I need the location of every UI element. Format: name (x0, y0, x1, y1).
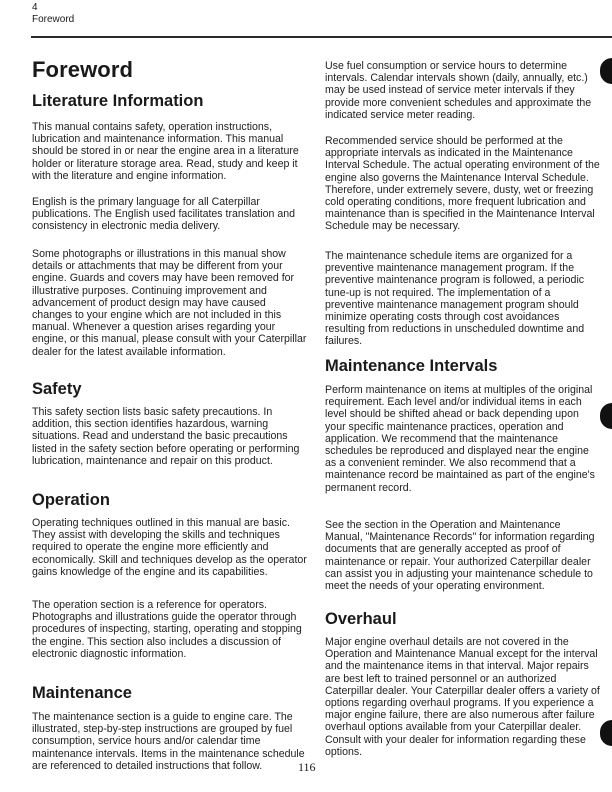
paragraph: This manual contains safety, operation instructions, lubrication and maintenance information. This manual should be stored in or near the engine area in a literature holder or literature storage area. Read, study and keep it with the literature and engine information. (32, 121, 299, 182)
page-title: Foreword (32, 57, 134, 82)
paragraph: Recommended service should be performed at the appropriate intervals as indicated in the Maintenance Interval Schedule. The actual operating environment of the engine also governs the Maintenance Interval Schedule. Therefore, under extremely severe, dusty, wet or freezing cold operating conditions, more frequent lubrication and maintenance than is specified in the Maintenance Interval Schedule may be necessary. (325, 135, 600, 233)
thumb-tab-marker-icon (600, 403, 612, 429)
paragraph: Perform maintenance on items at multiples of the original requirement. Each level and/or individual items in each level should be shifted ahead or back depending upon your specific maintenance practices, operation and application. We recommend that the maintenance schedules be reproduced and displayed near the engine as a convenient reminder. We also recommend that a maintenance record be maintained as part of the engine's permanent record. (325, 384, 595, 494)
paragraph: The operation section is a reference for operators. Photographs and illustrations guide the operator through procedures of inspecting, starting, operating and stopping the engine. This section also includes a discussion of electronic diagnostic information. (32, 599, 302, 660)
paragraph: The maintenance section is a guide to engine care. The illustrated, step-by-step instructions are grouped by fuel consumption, service hours and/or calendar time maintenance intervals. Items in the maintenance schedule are referenced to detailed instructions that follow. (32, 711, 305, 772)
paragraph: Operating techniques outlined in this manual are basic. They assist with developing the skills and techniques required to operate the engine more efficiently and economically. Skill and techniques develop as the operator gains knowledge of the engine and its capabilities. (32, 517, 307, 578)
paragraph: This safety section lists basic safety precautions. In addition, this section identifies hazardous, warning situations. Read and understand the basic precautions listed in the safety section before operating or performing lubrication, maintenance and repair on this product. (32, 406, 300, 467)
section-heading-maintenance: Maintenance (32, 684, 132, 702)
section-heading-overhaul: Overhaul (325, 610, 397, 628)
header-rule (31, 36, 612, 38)
paragraph: Use fuel consumption or service hours to determine intervals. Calendar intervals shown (daily, annually, etc.) may be used instead of service meter intervals if they provide more convenient schedules and approximate the indicated service meter reading. (325, 60, 592, 121)
section-heading-literature-information: Literature Information (32, 92, 204, 110)
section-heading-maintenance-intervals: Maintenance Intervals (325, 357, 498, 375)
paragraph: English is the primary language for all Caterpillar publications. The English used facilitates translation and consistency in electronic media delivery. (32, 196, 296, 233)
header-page-number: 4 (32, 2, 38, 13)
scan-page-number: 116 (298, 760, 316, 774)
section-heading-safety: Safety (32, 380, 82, 398)
running-header (32, 2, 74, 26)
paragraph: Major engine overhaul details are not covered in the Operation and Maintenance Manual except for the interval and the maintenance items in that interval. Major repairs are best left to trained personnel or an authorized Caterpillar dealer. Your Caterpillar dealer offers a variety of options regarding overhaul programs. If you experience a major engine failure, there are also numerous after failure overhaul options available from your Caterpillar dealer. Consult with your dealer for information regarding these options. (325, 636, 600, 758)
header-running-title: Foreword (32, 14, 75, 25)
thumb-tab-marker-icon (600, 720, 612, 746)
paragraph: The maintenance schedule items are organized for a preventive maintenance management program. If the preventive maintenance program is followed, a periodic tune-up is not required. The implementation of a preventive maintenance management program should minimize operating costs through cost avoidances resulting from reductions in unscheduled downtime and failures. (325, 250, 585, 348)
paragraph: See the section in the Operation and Maintenance Manual, "Maintenance Records" for information regarding documents that are generally accepted as proof of maintenance or repair. Your authorized Caterpillar dealer can assist you in adjusting your maintenance schedule to meet the needs of your operating environment. (325, 519, 595, 593)
paragraph: Some photographs or illustrations in this manual show details or attachments that may be different from your engine. Guards and covers may have been removed for illustrative purposes. Continuing improvement and advancement of product design may have caused changes to your engine which are not included in this manual. Whenever a question arises regarding your engine, or this manual, please consult with your Caterpillar dealer for the latest available information. (32, 248, 307, 358)
section-heading-operation: Operation (32, 491, 110, 509)
thumb-tab-marker-icon (600, 58, 612, 84)
